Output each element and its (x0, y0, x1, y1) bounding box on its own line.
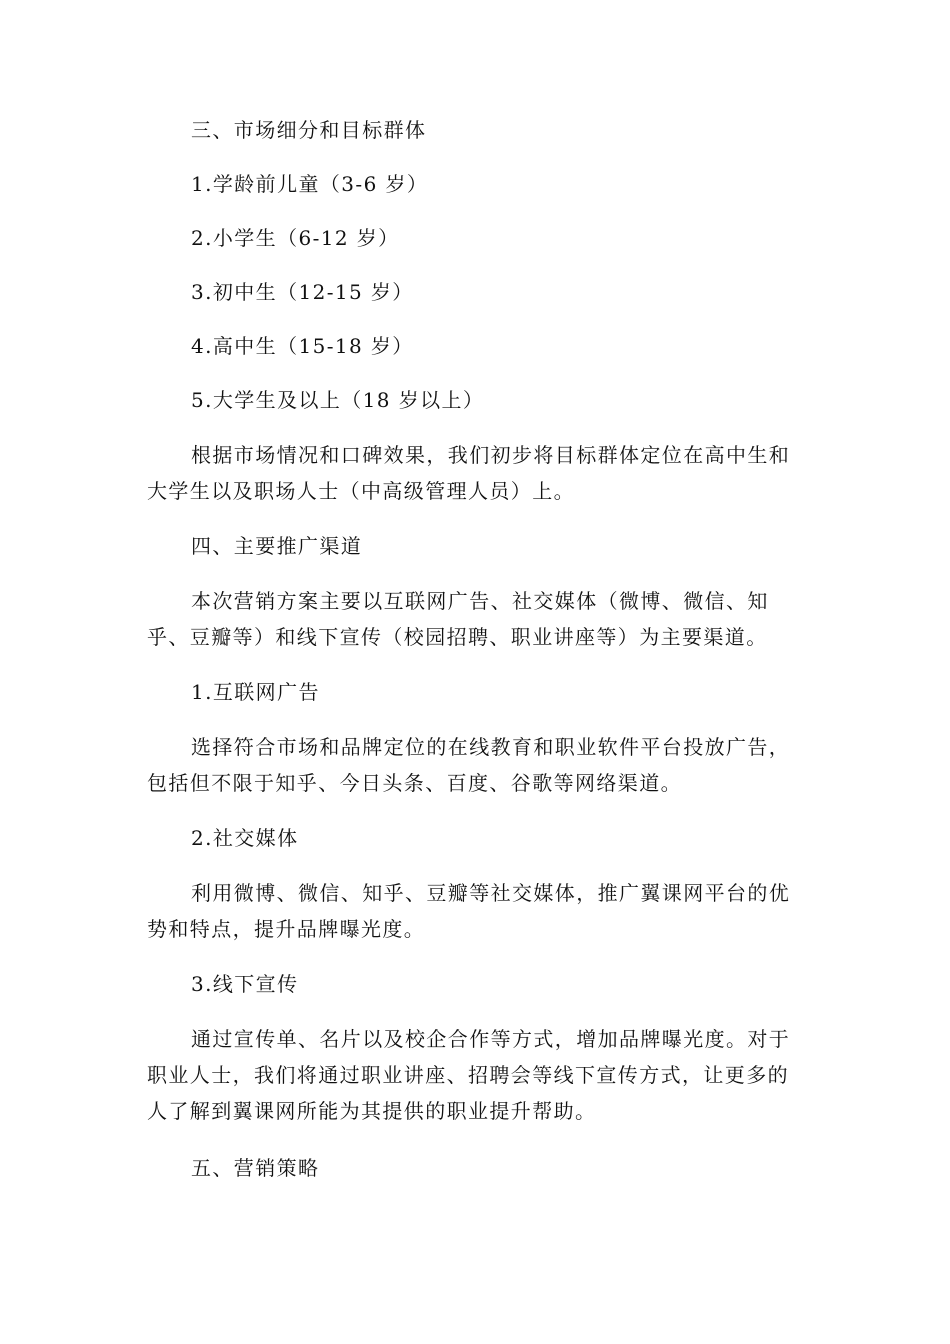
segment-item: 1.学龄前儿童（3-6 岁） (191, 172, 429, 196)
channel2-heading: 2.社交媒体 (191, 826, 299, 850)
channel3-heading: 3.线下宣传 (191, 972, 299, 996)
segment-item: 2.小学生（6-12 岁） (191, 226, 400, 250)
channel3-paragraph: 通过宣传单、名片以及校企合作等方式，增加品牌曝光度。对于职业人士，我们将通过职业讲座、招聘会等线下宣传方式，让更多的人了解到翼课网所能为其提供的职业提升帮助。 (147, 1027, 791, 1123)
segment-item: 3.初中生（12-15 岁） (191, 280, 414, 304)
section3-heading: 三、市场细分和目标群体 (191, 118, 427, 142)
target-paragraph: 根据市场情况和口碑效果，我们初步将目标群体定位在高中生和大学生以及职场人士（中高级管理人员）上。 (147, 443, 791, 503)
section4-heading: 四、主要推广渠道 (191, 534, 363, 558)
segment-item: 4.高中生（15-18 岁） (191, 334, 414, 358)
channel1-paragraph: 选择符合市场和品牌定位的在线教育和职业软件平台投放广告，包括但不限于知乎、今日头条、百度、谷歌等网络渠道。 (147, 735, 791, 795)
channel2-paragraph: 利用微博、微信、知乎、豆瓣等社交媒体，推广翼课网平台的优势和特点，提升品牌曝光度。 (147, 881, 791, 941)
segment-item: 5.大学生及以上（18 岁以上） (191, 388, 485, 412)
section5-heading: 五、营销策略 (191, 1156, 320, 1180)
channel1-heading: 1.互联网广告 (191, 680, 320, 704)
channels-intro-paragraph: 本次营销方案主要以互联网广告、社交媒体（微博、微信、知乎、豆瓣等）和线下宣传（校园招聘、职业讲座等）为主要渠道。 (147, 589, 769, 649)
